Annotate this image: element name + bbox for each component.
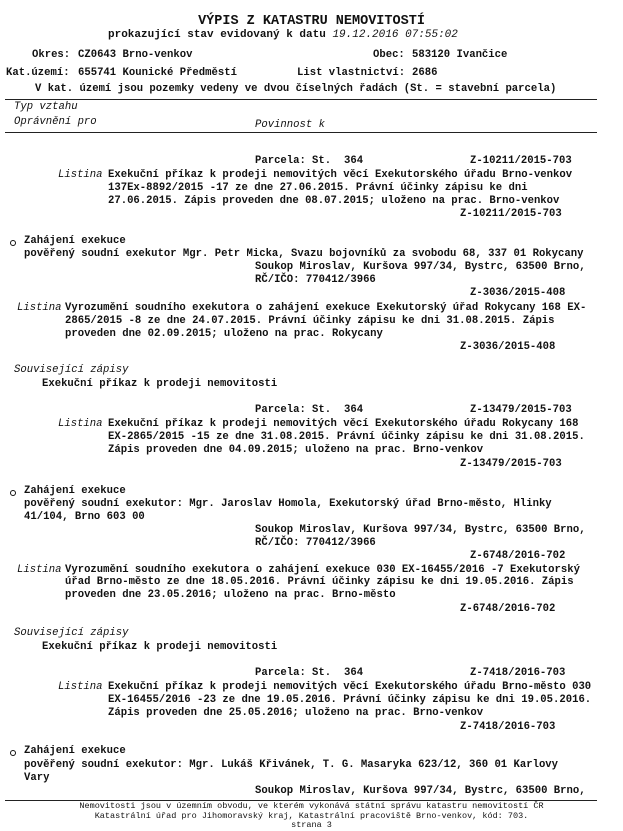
bullet-icon: [10, 490, 16, 496]
document-title: VÝPIS Z KATASTRU NEMOVITOSTÍ: [198, 14, 425, 29]
column-header-rule: [5, 132, 597, 133]
listina-line: úřad Brno-město ze dne 18.05.2016. Právní účinky zápisu ke dni 19.05.2016. Zápis: [65, 576, 574, 588]
listina-line: EX-2865/2015 -15 ze dne 31.08.2015. Právní účinky zápisu ke dni 31.08.2015.: [108, 431, 585, 443]
listina-label: Listina: [58, 418, 103, 430]
execution-title: Zahájení exekuce: [24, 485, 126, 497]
record-ref: Z-10211/2015-703: [470, 155, 572, 167]
obec-label: Obec:: [373, 49, 405, 61]
parcel-numbering-note: V kat. území jsou pozemky vedeny ve dvou číselných řadách (St. = stavební parcela): [35, 83, 557, 95]
executor-line: 41/104, Brno 603 00: [24, 511, 145, 523]
owner-id: RČ/IČO: 770412/3966: [255, 537, 376, 549]
listina-line: EX-16455/2016 -23 ze dne 19.05.2016. Právní účinky zápisu ke dni 19.05.2016.: [108, 694, 592, 706]
listina-line: Vyrozumění soudního exekutora o zahájení exekuce 030 EX-16455/2016 -7 Exekutorský: [65, 564, 580, 576]
executor-line: pověřený soudní exekutor Mgr. Petr Micka, Svazu bojovníků za svobodu 68, 337 01 Rokycany: [24, 248, 584, 260]
parcela-type: St.: [312, 667, 332, 679]
listina-line: 2865/2015 -8 ze dne 24.07.2015. Právní účinky zápisu ke dni 31.08.2015. Zápis: [65, 315, 555, 327]
parcela-label: Parcela:: [255, 667, 306, 679]
bullet-icon: [10, 750, 16, 756]
listina-line: proveden dne 23.05.2016; uloženo na prac. Brno-město: [65, 589, 396, 601]
listina-ref: Z-6748/2016-702: [460, 603, 556, 615]
listina-line: Zápis proveden dne 25.05.2016; uloženo na prac. Brno-venkov: [108, 707, 484, 719]
okres-value: CZ0643 Brno-venkov: [78, 49, 193, 61]
bullet-icon: [10, 240, 16, 246]
parcela-label: Parcela:: [255, 404, 306, 416]
listina-line: Exekuční příkaz k prodeji nemovitých věcí Exekutorského úřadu Brno-město 030: [108, 681, 592, 693]
listina-label: Listina: [58, 681, 103, 693]
execution-title: Zahájení exekuce: [24, 235, 126, 247]
listina-line: Zápis proveden dne 04.09.2015; uloženo na prac. Brno-venkov: [108, 444, 484, 456]
listina-line: proveden dne 02.09.2015; uloženo na prac. Rokycany: [65, 328, 383, 340]
column-povinnost-k: Povinnost k: [255, 119, 325, 131]
list-vlastnictvi-value: 2686: [412, 67, 438, 79]
okres-label: Okres:: [32, 49, 71, 61]
execution-title: Zahájení exekuce: [24, 745, 126, 757]
obec-value: 583120 Ivančice: [412, 49, 508, 61]
kat-uzemi-value: 655741 Kounické Předměstí: [78, 67, 237, 79]
listina-ref: Z-7418/2016-703: [460, 721, 556, 733]
related-label: Související zápisy: [14, 627, 129, 639]
parcela-type: St.: [312, 155, 332, 167]
executor-line: pověřený soudní exekutor: Mgr. Jaroslav Homola, Exekutorský úřad Brno-město, Hlinky: [24, 498, 552, 510]
subtitle-text: prokazující stav evidovaný k datu: [108, 29, 326, 41]
owner-line: Soukop Miroslav, Kuršova 997/34, Bystrc, 63500 Brno,: [255, 261, 586, 273]
related-item: Exekuční příkaz k prodeji nemovitosti: [42, 641, 278, 653]
footer-line: Nemovitosti jsou v územním obvodu, ve kterém vykonává státní správu katastru nemovitostí ČR: [79, 801, 544, 811]
listina-label: Listina: [58, 169, 103, 181]
listina-label: Listina: [17, 564, 62, 576]
list-vlastnictvi-label: List vlastnictví:: [297, 67, 406, 79]
parcela-label: Parcela:: [255, 155, 306, 167]
page-number: strana 3: [291, 820, 332, 830]
executor-line: Vary: [24, 772, 50, 784]
column-typ-vztahu: Typ vztahu: [14, 101, 78, 113]
column-opravneni-pro: Oprávnění pro: [14, 116, 97, 128]
executor-line: pověřený soudní exekutor: Mgr. Lukáš Křivánek, T. G. Masaryka 623/12, 360 01 Karlovy: [24, 759, 559, 771]
related-item: Exekuční příkaz k prodeji nemovitosti: [42, 378, 278, 390]
kat-uzemi-label: Kat.území:: [6, 67, 70, 79]
listina-line: 137Ex-8892/2015 -17 ze dne 27.06.2015. Právní účinky zápisu ke dni: [108, 182, 528, 194]
execution-ref: Z-3036/2015-408: [470, 287, 566, 299]
listina-line: Exekuční příkaz k prodeji nemovitých věcí Exekutorského úřadu Rokycany 168: [108, 418, 579, 430]
record-ref: Z-13479/2015-703: [470, 404, 572, 416]
listina-line: Vyrozumění soudního exekutora o zahájení exekuce Exekutorský úřad Rokycany 168 EX-: [65, 302, 587, 314]
document-subtitle: [108, 29, 458, 42]
listina-line: Exekuční příkaz k prodeji nemovitých věcí Exekutorského úřadu Brno-venkov: [108, 169, 573, 181]
parcela-number: 364: [344, 155, 364, 167]
listina-ref: Z-10211/2015-703: [460, 208, 562, 220]
owner-line: Soukop Miroslav, Kuršova 997/34, Bystrc, 63500 Brno,: [255, 524, 586, 536]
parcela-number: 364: [344, 667, 364, 679]
subtitle-date: 19.12.2016 07:55:02: [332, 29, 458, 41]
listina-ref: Z-13479/2015-703: [460, 458, 562, 470]
owner-line: Soukop Miroslav, Kuršova 997/34, Bystrc, 63500 Brno,: [255, 785, 586, 797]
listina-ref: Z-3036/2015-408: [460, 341, 556, 353]
footer-line: Katastrální úřad pro Jihomoravský kraj, Katastrální pracoviště Brno-venkov, kód: 703.: [94, 811, 529, 821]
parcela-type: St.: [312, 404, 332, 416]
parcela-number: 364: [344, 404, 364, 416]
related-label: Související zápisy: [14, 364, 129, 376]
execution-ref: Z-6748/2016-702: [470, 550, 566, 562]
header-rule: [5, 99, 597, 100]
owner-id: RČ/IČO: 770412/3966: [255, 274, 376, 286]
listina-label: Listina: [17, 302, 62, 314]
record-ref: Z-7418/2016-703: [470, 667, 566, 679]
listina-line: 27.06.2015. Zápis proveden dne 08.07.2015; uloženo na prac. Brno-venkov: [108, 195, 560, 207]
